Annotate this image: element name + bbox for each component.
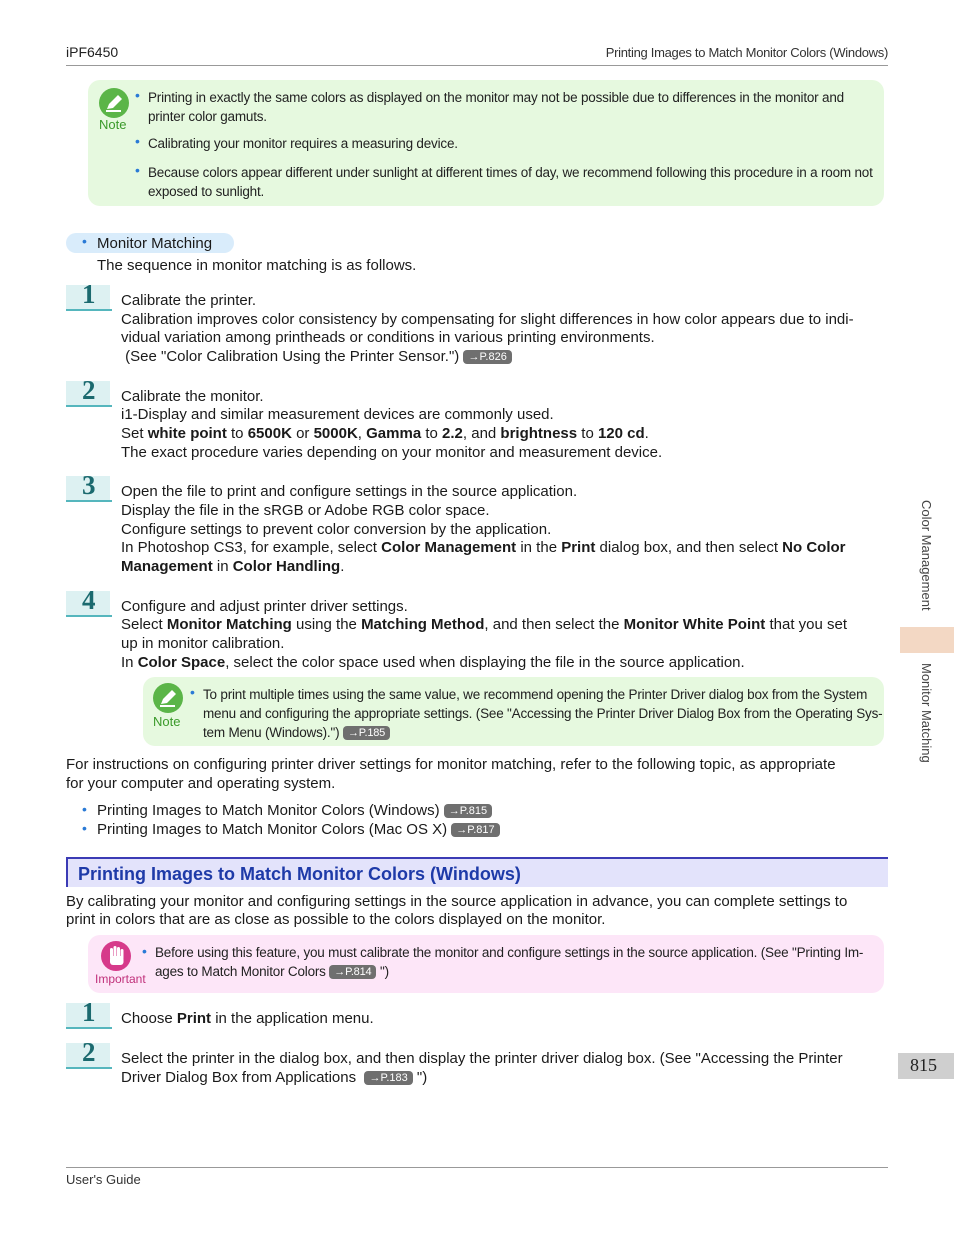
note-item: tem Menu (Windows).") →P.185 [203,723,390,742]
important-item: Before using this feature, you must calibrate the monitor and configure settings in the source application. (See "Printing Im- [155,945,864,960]
step-text: Driver Dialog Box from Applications →P.183 ") [121,1069,428,1086]
step-text: Select the printer in the dialog box, and then display the printer driver dialog box. (See "Accessing the Printer [121,1050,843,1067]
step-text: up in monitor calibration. [121,635,285,652]
header-section-title: Printing Images to Match Monitor Colors (Windows) [605,45,888,60]
page-ref-link[interactable]: →P.183 [364,1071,412,1085]
header-divider [66,65,888,66]
instructions-text: For instructions on configuring printer driver settings for monitor matching, refer to the following topic, as appropriate [66,756,836,773]
note-item: exposed to sunlight. [148,184,265,199]
step-number: 2 [66,1043,110,1069]
page-ref-link[interactable]: →P.815 [444,804,492,818]
step-text: Configure and adjust printer driver settings. [121,598,408,615]
page-ref-link[interactable]: →P.185 [343,726,390,740]
hand-stop-icon [101,941,131,971]
page-ref-link[interactable]: →P.817 [451,823,499,837]
side-tab-marker [900,627,954,653]
step-underline [66,405,112,407]
bullet-icon: • [135,133,140,149]
note-item: Calibrating your monitor requires a measuring device. [148,136,458,151]
step-underline [66,1027,112,1029]
note-item: Printing in exactly the same colors as displayed on the monitor may not be possible due to differences in the monitor and [148,90,844,105]
note-label: Note [153,714,181,729]
step-text: Choose Print in the application menu. [121,1010,374,1027]
step-text: (See "Color Calibration Using the Printer Sensor.") →P.826 [121,347,512,366]
note-box [88,80,884,206]
important-item: ages to Match Monitor Colors →P.814 ") [155,964,389,979]
topic-link[interactable]: Printing Images to Match Monitor Colors (Mac OS X) →P.817 [97,820,500,839]
page-ref-link[interactable]: →P.814 [329,965,376,979]
page-ref-link[interactable]: →P.826 [463,350,511,364]
step-number: 2 [66,381,110,407]
important-label: Important [95,972,146,986]
step-text: In Color Space, select the color space used when displaying the file in the source application. [121,654,745,671]
step-text: Management in Color Handling. [121,558,345,575]
step-text: Calibration improves color consistency by compensating for slight differences in how color appears due to indi- [121,311,854,328]
note-box [143,677,884,746]
note-item: menu and configuring the appropriate settings. (See "Accessing the Printer Driver Dialog Box from the Operating Sys- [203,706,883,721]
note-label: Note [99,117,127,132]
instructions-text: for your computer and operating system. [66,775,336,792]
step-underline [66,309,112,311]
bullet-icon: • [135,87,140,103]
bullet-icon: • [142,943,147,959]
step-text: Configure settings to prevent color conversion by the application. [121,521,552,538]
section-heading: Printing Images to Match Monitor Colors (Windows) [66,857,888,887]
bullet-icon: • [82,820,87,836]
step-text: Calibrate the monitor. [121,388,264,405]
topic-pill-label: Monitor Matching [97,235,213,252]
step-number: 1 [66,1003,110,1029]
note-pencil-icon [99,88,129,118]
step-text: Calibrate the printer. [121,292,257,309]
important-box [88,935,884,993]
side-tab-monitor-matching[interactable]: Monitor Matching [919,663,934,763]
step-text: The exact procedure varies depending on your monitor and measurement device. [121,444,663,461]
note-item: To print multiple times using the same value, we recommend opening the Printer Driver dialog box from the System [203,687,868,702]
step-text: i1-Display and similar measurement devices are commonly used. [121,406,554,423]
intro-text: The sequence in monitor matching is as follows. [97,257,417,274]
bullet-icon: • [82,801,87,817]
header-model: iPF6450 [66,44,119,60]
step-number: 1 [66,285,110,311]
step-text: In Photoshop CS3, for example, select Color Management in the Print dialog box, and then select No Color [121,539,846,556]
step-underline [66,500,112,502]
step-text: Display the file in the sRGB or Adobe RGB color space. [121,502,490,519]
page-number: 815 [910,1055,937,1075]
note-pencil-icon [153,683,183,713]
note-item: printer color gamuts. [148,109,267,124]
side-tab-color-management[interactable]: Color Management [919,500,934,611]
bullet-icon: • [190,684,195,700]
bullet-icon: • [135,162,140,178]
step-underline [66,615,112,617]
topic-link[interactable]: Printing Images to Match Monitor Colors (Windows) →P.815 [97,801,492,820]
step-text: vidual variation among printheads or conditions in various printing environments. [121,329,655,346]
note-item: Because colors appear different under sunlight at different times of day, we recommend following this procedure in a room not [148,165,873,180]
footer-text: User's Guide [66,1172,141,1187]
section-intro: print in colors that are as close as possible to the colors displayed on the monitor. [66,911,606,928]
step-number: 4 [66,591,110,617]
step-underline [66,1067,112,1069]
section-intro: By calibrating your monitor and configuring settings in the source application in advance, you can complete settings to [66,893,848,910]
step-text: Set white point to 6500K or 5000K, Gamma to 2.2, and brightness to 120 cd. [121,425,649,442]
step-text: Select Monitor Matching using the Matching Method, and then select the Monitor White Point that you set [121,616,848,633]
bullet-icon: • [82,233,87,249]
step-number: 3 [66,476,110,502]
footer-divider [66,1167,888,1168]
step-text: Open the file to print and configure settings in the source application. [121,483,578,500]
